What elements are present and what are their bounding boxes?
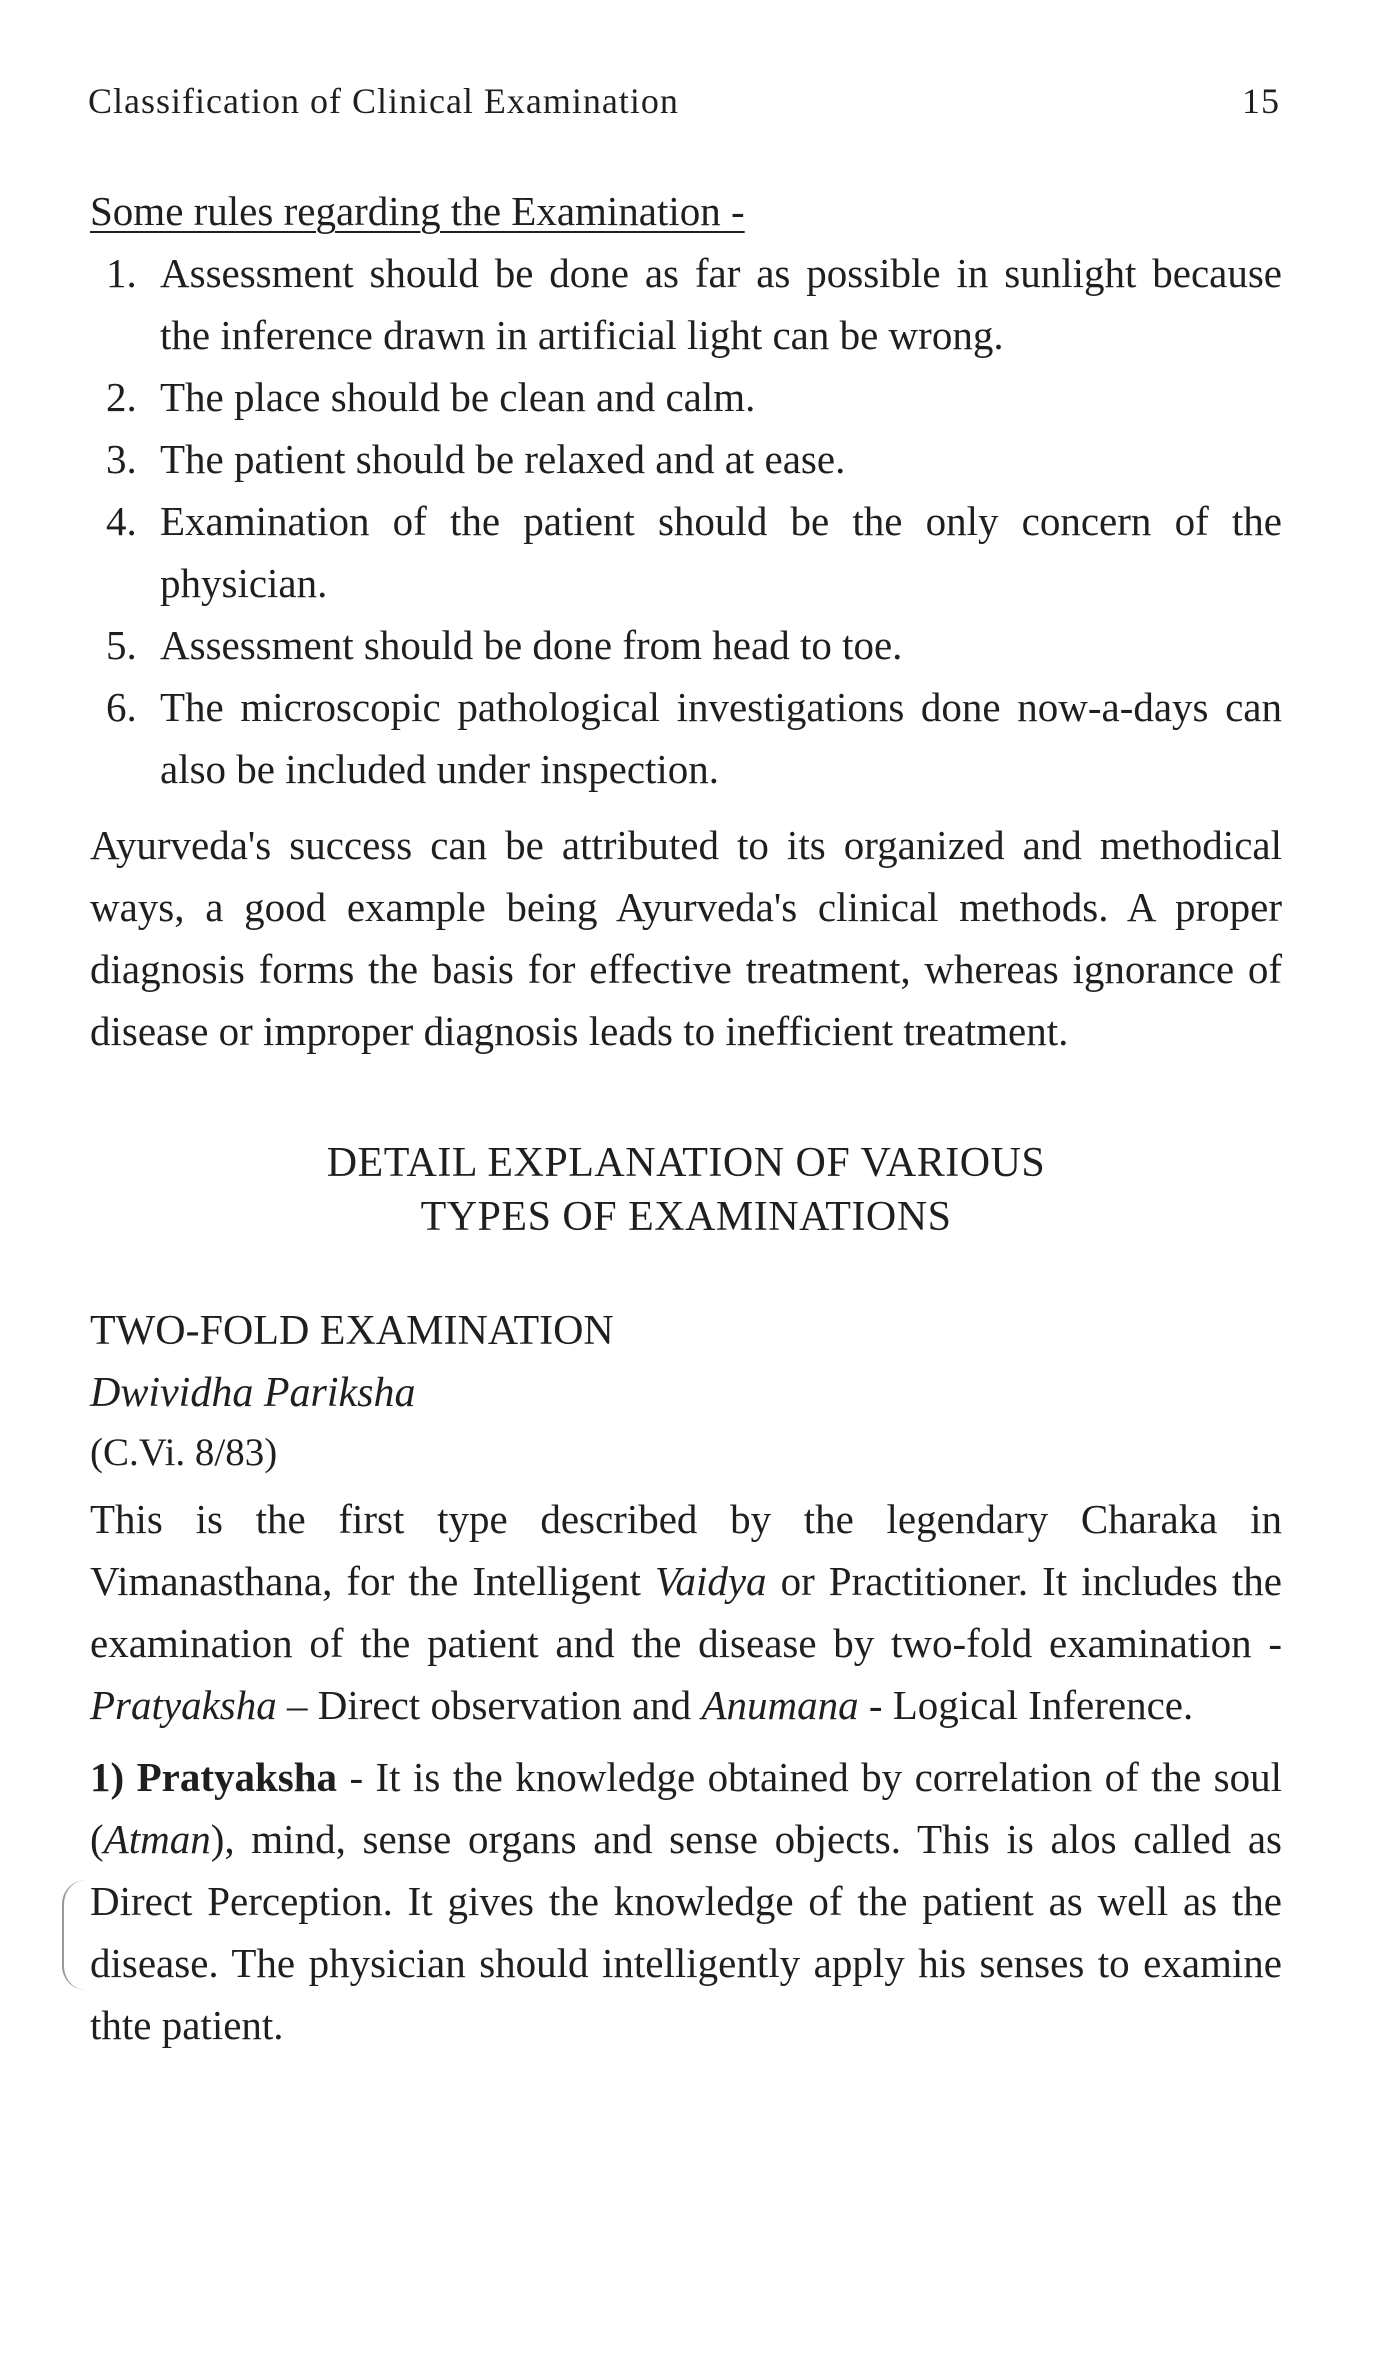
italic-term: Pratyaksha [90, 1682, 277, 1728]
list-item-number: 4. [106, 498, 137, 544]
list-item-text: The microscopic pathological investigations done now-a-days can also be included under inspection. [160, 684, 1282, 792]
list-item [90, 676, 1282, 800]
text-span: This is the first type described by the legendary Charaka in Vimanasthana, for the Intelligent [90, 1496, 1282, 1604]
italic-term: Anumana [701, 1682, 859, 1728]
list-item-number: 1. [106, 250, 137, 296]
subsection-heading: TWO-FOLD EXAMINATION [90, 1308, 614, 1354]
list-item-text: Examination of the patient should be the only concern of the physician. [160, 498, 1282, 606]
text-span: - It is the knowledge obtained by correlation of the soul ( [90, 1754, 1282, 1862]
sanskrit-title: Dwividha Pariksha [90, 1370, 416, 1416]
margin-bracket-mark [62, 1880, 86, 1990]
text-span: ), mind, sense organs and sense objects. This is alos called as Direct Perception. It gives the knowledge of the patient as well as the disease. The physician should intelligently apply his senses to examine thte patient. [90, 1816, 1282, 2048]
section-heading-line: TYPES OF EXAMINATIONS [420, 1194, 952, 1240]
list-item-text: Assessment should be done from head to toe. [160, 622, 903, 668]
list-item-number: 2. [106, 374, 137, 420]
page-content [90, 180, 1282, 2056]
rules-list [90, 242, 1282, 800]
list-item-text: The patient should be relaxed and at ease. [160, 436, 846, 482]
rules-heading: Some rules regarding the Examination - [90, 188, 745, 234]
list-item [90, 428, 1282, 490]
text-span: or Practitioner. It includes the examination of the patient and the disease by two-fold examination - [90, 1558, 1282, 1666]
chapter-title: Classification of Clinical Examination [88, 81, 679, 121]
list-item [90, 614, 1282, 676]
list-item-number: 3. [106, 436, 137, 482]
list-item-number: 6. [106, 684, 137, 730]
list-item [90, 490, 1282, 614]
reference: (C.Vi. 8/83) [90, 1431, 278, 1474]
italic-term: Atman [103, 1816, 211, 1862]
text-span: - Logical Inference. [858, 1682, 1194, 1728]
text-span: – Direct observation and [276, 1682, 702, 1728]
section-heading [90, 1136, 1282, 1244]
list-item-number: 5. [106, 622, 137, 668]
list-item-text: Assessment should be done as far as possible in sunlight because the inference drawn in artificial light can be wrong. [160, 250, 1282, 358]
list-item-text: The place should be clean and calm. [160, 374, 756, 420]
summary-paragraph: Ayurveda's success can be attributed to its organized and methodical ways, a good example being Ayurveda's clinical methods. A proper diagnosis forms the basis for effective treatment, whereas ignorance of disease or improper diagnosis leads to inefficient treatment. [90, 822, 1282, 1054]
section-heading-line: DETAIL EXPLANATION OF VARIOUS [326, 1140, 1046, 1186]
page-number: 15 [1242, 81, 1280, 121]
body-paragraph [90, 1746, 1282, 2056]
bold-label: 1) Pratyaksha [90, 1754, 338, 1800]
list-item [90, 366, 1282, 428]
running-header [88, 80, 1280, 130]
italic-term: Vaidya [654, 1558, 767, 1604]
list-item [90, 242, 1282, 366]
body-paragraph [90, 1488, 1282, 1736]
